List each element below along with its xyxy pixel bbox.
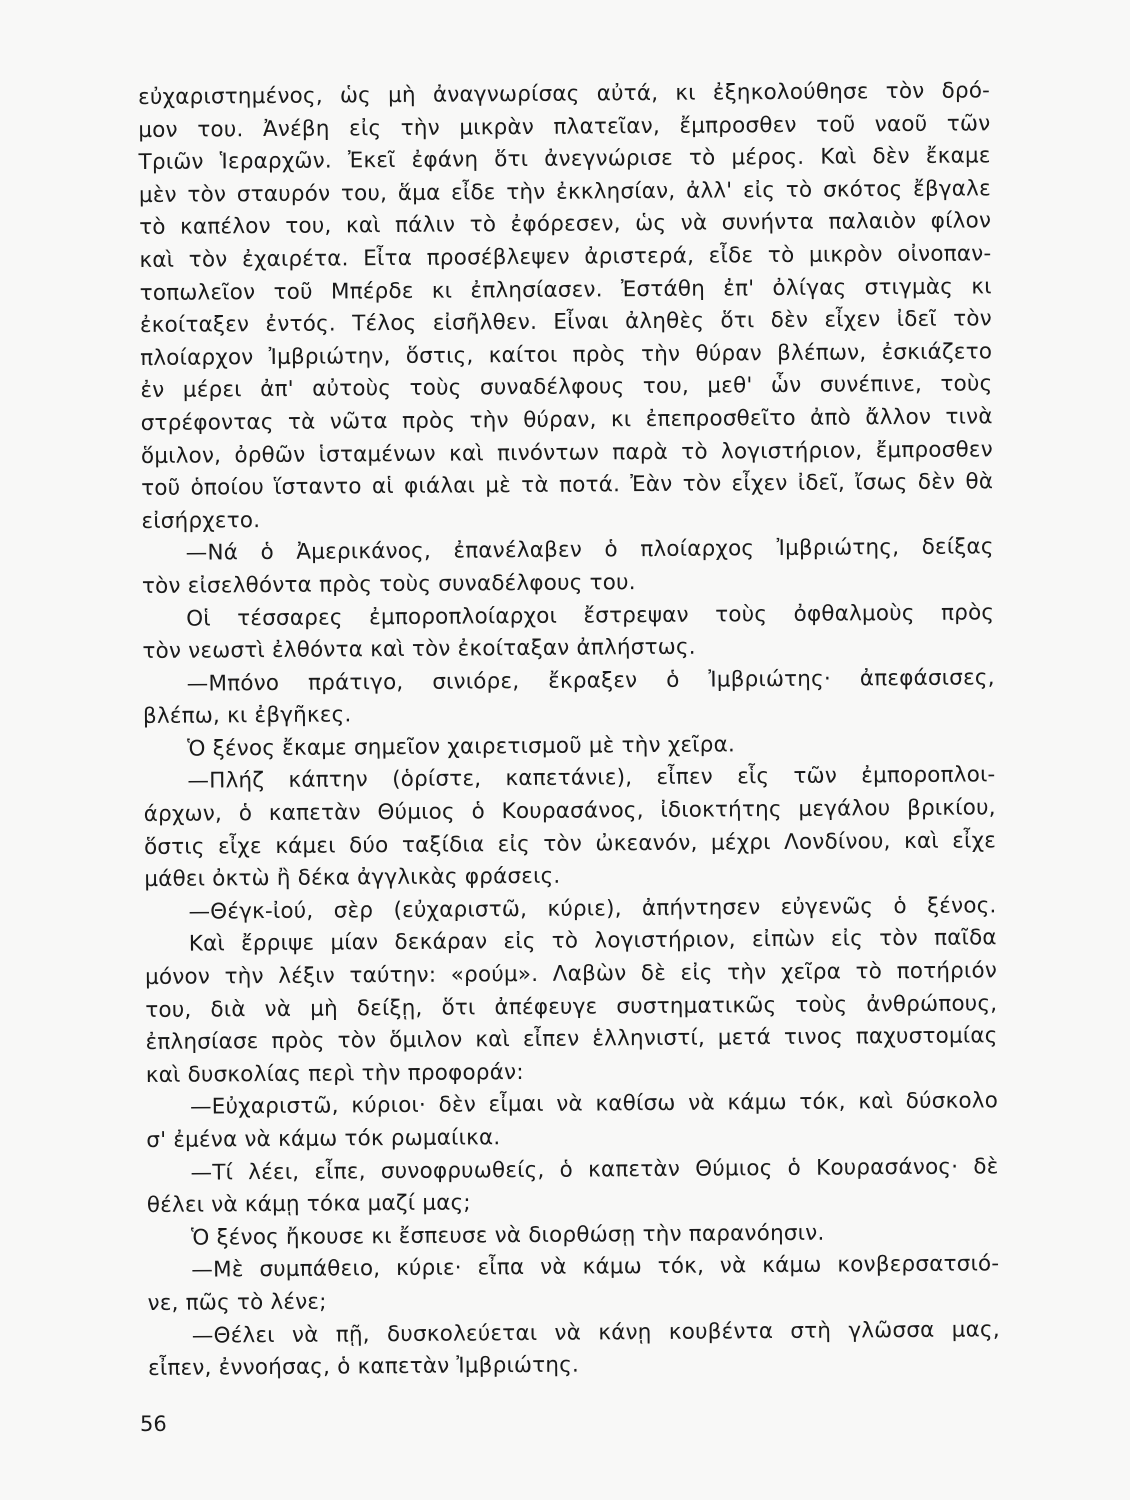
text-line: τοῦ ὁποίου ἵσταντο αἱ φιάλαι μὲ τὰ ποτά. Ἐὰν τὸν εἶχεν ἰδεῖ, ἴσως δὲν θὰ xyxy=(141,469,994,502)
text-line: σ' ἐμένα νὰ κάμω τόκ ρωμαίικα. xyxy=(146,1125,501,1153)
text-line: —Μπόνο πράτιγο, σινιόρε, ἔκραξεν ὁ Ἰμβριώτης· ἀπεφάσισες, xyxy=(186,664,995,697)
text-line: άρχων, ὁ καπετὰν Θύμιος ὁ Κουρασάνος, ἰδιοκτήτης μεγάλου βρικίου, xyxy=(143,795,996,828)
text-line: τὸ καπέλον του, καὶ πάλιν τὸ ἐφόρεσεν, ὡς νὰ συνήντα παλαιὸν φίλον xyxy=(139,208,992,241)
text-line: ἐκοίταξεν ἐντός. Τέλος εἰσῆλθεν. Εἶναι ἀληθὲς ὅτι δὲν εἶχεν ἰδεῖ τὸν xyxy=(139,306,992,339)
text-line: καὶ τὸν ἐχαιρέτα. Εἶτα προσέβλεψεν ἀριστερά, εἶδε τὸ μικρὸν οἰνοπαν- xyxy=(139,241,992,273)
text-line: ἐπλησίασε πρὸς τὸν ὅμιλον καὶ εἶπεν ἑλληνιστί, μετά τινος παχυστομίας xyxy=(145,1023,998,1056)
text-line: μόνον τὴν λέξιν ταύτην: «ρούμ». Λαβὼν δὲ εἰς τὴν χεῖρα τὸ ποτήριόν xyxy=(144,958,998,991)
text-line: τὸν εἰσελθόντα πρὸς τοὺς συναδέλφους του. xyxy=(141,570,636,599)
text-line: —Θέγκ-ἰού, σὲρ (εὐχαριστῶ, κύριε), ἀπήντησεν εὐγενῶς ὁ ξένος. xyxy=(188,893,997,925)
text-line: νε, πῶς τὸ λένε; xyxy=(147,1289,327,1316)
text-line: τοπωλεῖον τοῦ Μπέρδε κι ἐπλησίασεν. Ἐστάθη ἐπ' ὀλίγας στιγμὰς κι xyxy=(139,273,992,306)
text-line: στρέφοντας τὰ νῶτα πρὸς τὴν θύραν, κι ἐπεπροσθεῖτο ἀπὸ ἄλλον τινὰ xyxy=(140,404,993,436)
text-line: μάθει ὀκτὼ ἢ δέκα ἀγγλικὰς φράσεις. xyxy=(144,863,561,893)
text-line: εἰσήρχετο. xyxy=(141,507,261,534)
text-line: Ὁ ξένος ἔκαμε σημεῖον χαιρετισμοῦ μὲ τὴν χεῖρα. xyxy=(187,732,736,762)
text-line: Οἱ τέσσαρες ἐμποροπλοίαρχοι ἔστρεψαν τοὺς ὀφθαλμοὺς πρὸς xyxy=(186,599,995,632)
text-line: —Πλήζ κάπτην (ὁρίστε, καπετάνιε), εἶπεν εἷς τῶν ἐμποροπλοι- xyxy=(187,762,996,795)
text-line: —Εὐχαριστῶ, κύριοι· δὲν εἶμαι νὰ καθίσω νὰ κάμω τόκ, καὶ δύσκολο xyxy=(189,1088,999,1121)
text-line: καὶ δυσκολίας περὶ τὴν προφοράν: xyxy=(145,1059,524,1088)
text-line: πλοίαρχον Ἰμβριώτην, ὅστις, καίτοι πρὸς τὴν θύραν βλέπων, ἐσκιάζετο xyxy=(140,339,993,371)
text-line: εὐχαριστημένος, ὡς μὴ ἀναγνωρίσας αὐτά, κι ἐξηκολούθησε τὸν δρό- xyxy=(138,78,991,110)
text-line: του, διὰ νὰ μὴ δείξῃ, ὅτι ἀπέφευγε συστηματικῶς τοὺς ἀνθρώπους, xyxy=(145,990,998,1023)
text-line: ἐν μέρει ἀπ' αὐτοὺς τοὺς συναδέλφους του, μεθ' ὧν συνέπινε, τοὺς xyxy=(140,371,993,404)
text-line: Τριῶν Ἱεραρχῶν. Ἐκεῖ ἐφάνη ὅτι ἀνεγνώρισε τὸ μέρος. Καὶ δὲν ἔκαμε xyxy=(138,143,991,176)
text-line: —Μὲ συμπάθειο, κύριε· εἶπα νὰ κάμω τόκ, νὰ κάμω κονβερσατσιό- xyxy=(191,1251,1000,1283)
text-line: ὅστις εἶχε κάμει δύο ταξίδια εἰς τὸν ὠκεανόν, μέχρι Λονδίνου, καὶ εἶχε xyxy=(143,827,997,860)
text-line: θέλει νὰ κάμῃ τόκα μαζί μας; xyxy=(146,1190,471,1219)
text-line: μὲν τὸν σταυρόν του, ἅμα εἶδε τὴν ἐκκλησίαν, ἀλλ' εἰς τὸ σκότος ἔβγαλε xyxy=(138,176,991,208)
text-line: μον του. Ἀνέβη εἰς τὴν μικρὰν πλατεῖαν, ἔμπροσθεν τοῦ ναοῦ τῶν xyxy=(138,110,991,143)
text-line: τὸν νεωστὶ ἐλθόντα καὶ τὸν ἐκοίταξαν ἀπλήστως. xyxy=(142,634,696,665)
text-line: Ὁ ξένος ἤκουσε κι ἔσπευσε νὰ διορθώσῃ τὴν παρανόησιν. xyxy=(190,1220,825,1251)
text-line: βλέπω, κι ἐβγῆκες. xyxy=(142,702,352,730)
text-line: —Θέλει νὰ πῇ, δυσκολεύεται νὰ κάνῃ κουβέντα στὴ γλῶσσα μας, xyxy=(191,1316,1000,1349)
text-line: Καὶ ἔρριψε μίαν δεκάραν εἰς τὸ λογιστήριον, εἰπὼν εἰς τὸν παῖδα xyxy=(188,925,997,958)
page-number: 56 xyxy=(140,1412,167,1436)
body-text xyxy=(138,75,1000,1385)
text-line: εἶπεν, ἐννοήσας, ὁ καπετὰν Ἰμβριώτης. xyxy=(148,1352,580,1382)
text-line: ὅμιλον, ὀρθῶν ἱσταμένων καὶ πινόντων παρὰ τὸ λογιστήριον, ἔμπροσθεν xyxy=(140,436,994,469)
text-line: —Τί λέει, εἶπε, συνοφρυωθείς, ὁ καπετὰν Θύμιος ὁ Κουρασάνος· δὲ xyxy=(190,1153,999,1186)
text-line: —Νά ὁ Ἀμερικάνος, ἐπανέλαβεν ὁ πλοίαρχος Ἰμβριώτης, δείξας xyxy=(185,534,994,566)
